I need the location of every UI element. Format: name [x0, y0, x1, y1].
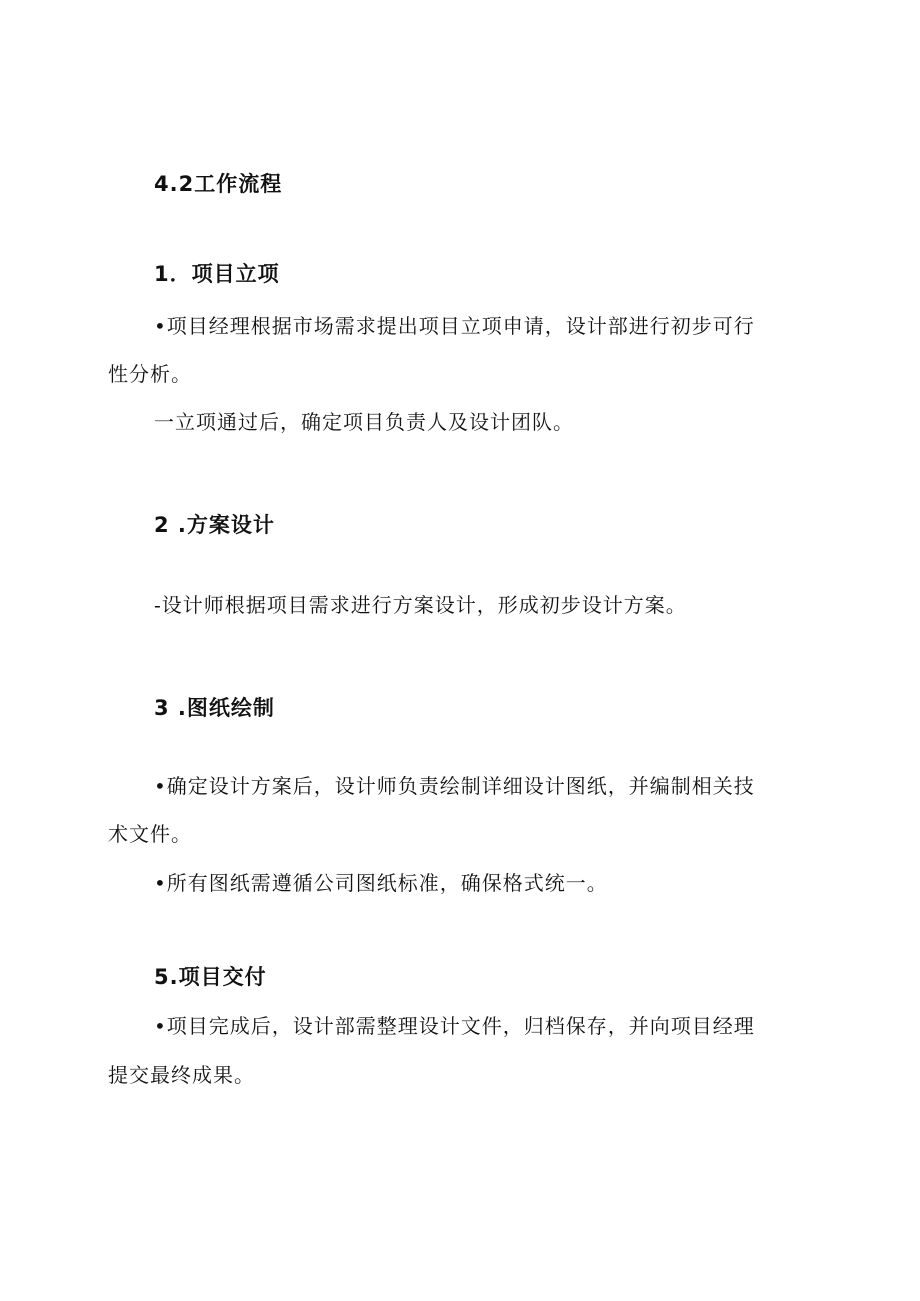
paragraph-line: 提交最终成果。 [108, 1063, 255, 1087]
paragraph-line: •项目完成后，设计部需整理设计文件，归档保存，并向项目经理 [154, 1014, 755, 1038]
paragraph-line: 性分析。 [108, 362, 192, 386]
section-title: 4.2工作流程 [154, 172, 283, 196]
heading-scheme-design: 2 .方案设计 [154, 513, 275, 537]
paragraph-line: •确定设计方案后，设计师负责绘制详细设计图纸，并编制相关技 [154, 774, 755, 798]
heading-project-initiation: 1．项目立项 [154, 262, 280, 286]
heading-project-delivery: 5.项目交付 [154, 965, 267, 989]
paragraph-line: -设计师根据项目需求进行方案设计，形成初步设计方案。 [154, 593, 687, 617]
heading-drawing: 3 .图纸绘制 [154, 696, 275, 720]
paragraph-line: 术文件。 [108, 822, 192, 846]
paragraph-line: 一立项通过后，确定项目负责人及设计团队。 [154, 410, 574, 434]
paragraph-line: •所有图纸需遵循公司图纸标准，确保格式统一。 [154, 871, 608, 895]
paragraph-line: •项目经理根据市场需求提出项目立项申请，设计部进行初步可行 [154, 314, 755, 338]
